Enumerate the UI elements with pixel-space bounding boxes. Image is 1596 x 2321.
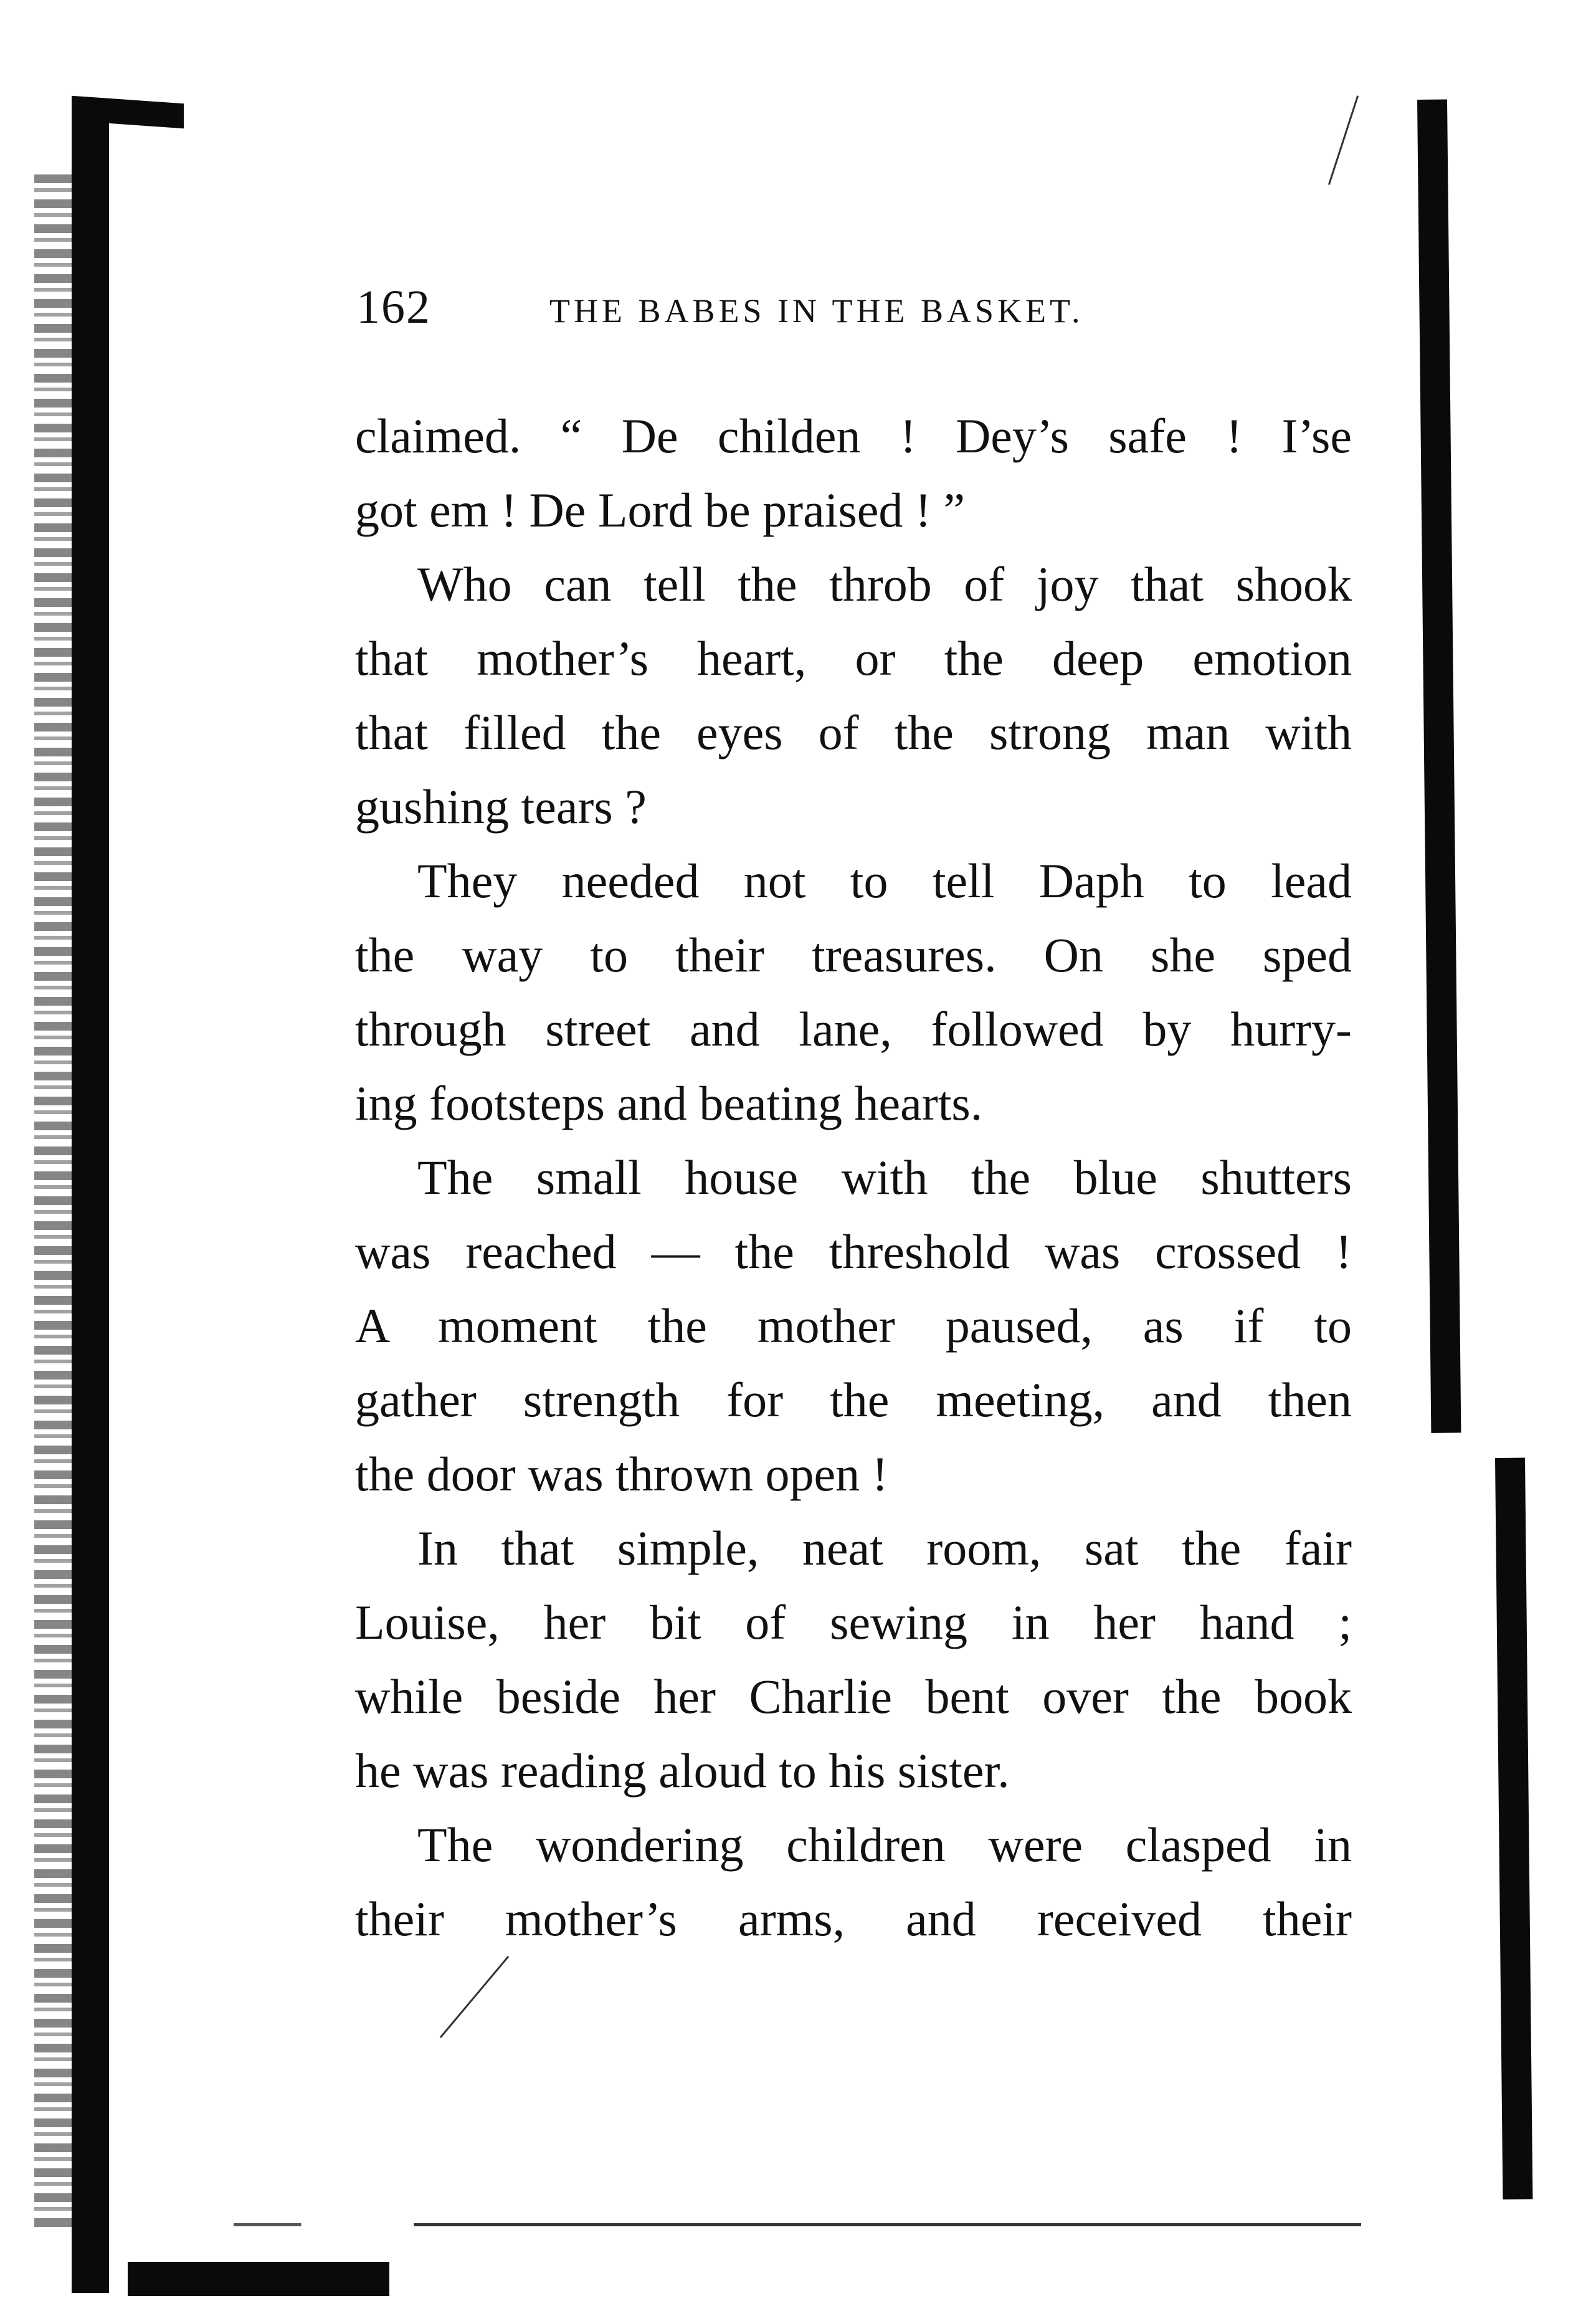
text-line: claimed. “ De childen ! Dey’s safe ! I’se [355, 409, 1352, 463]
scan-border-right-lower [1495, 1457, 1532, 2199]
text-line: was reached — the threshold was crossed ! [355, 1224, 1352, 1279]
running-title: THE BABES IN THE BASKET. [549, 292, 1084, 330]
text-line: got em ! De Lord be praised ! ” [355, 483, 965, 537]
text-line: he was reading aloud to his sister. [355, 1743, 1010, 1798]
paragraph [355, 1140, 1352, 1511]
text-line: gushing tears ? [355, 779, 647, 834]
text-line: through street and lane, followed by hurry- [355, 1002, 1352, 1056]
paragraph [355, 1808, 1352, 1956]
text-line: the door was thrown open ! [355, 1447, 888, 1501]
paragraph [355, 1511, 1352, 1808]
text-line: A moment the mother paused, as if to [355, 1299, 1352, 1353]
scan-border-right-upper [1417, 99, 1461, 1432]
scan-stray-mark [1328, 95, 1359, 185]
text-line: that filled the eyes of the strong man with [355, 705, 1352, 760]
text-line: gather strength for the meeting, and then [355, 1373, 1352, 1427]
text-line: In that simple, neat room, sat the fair [417, 1521, 1352, 1575]
paragraph [355, 399, 1352, 547]
page-number: 162 [356, 281, 431, 333]
text-line: that mother’s heart, or the deep emotion [355, 631, 1352, 685]
paragraph [355, 547, 1352, 844]
scan-stray-mark [440, 1956, 510, 2038]
running-head [349, 280, 1177, 349]
text-line: The small house with the blue shutters [417, 1150, 1352, 1204]
text-line: their mother’s arms, and received their [355, 1892, 1352, 1946]
paragraph [355, 844, 1352, 1140]
text-line: The wondering children were clasped in [417, 1818, 1352, 1872]
text-line: Who can tell the throb of joy that shook [417, 557, 1352, 611]
body-text [355, 399, 1352, 1956]
scan-bottom-rule [234, 2223, 1361, 2226]
text-line: while beside her Charlie bent over the book [355, 1669, 1352, 1723]
text-line: the way to their treasures. On she sped [355, 928, 1352, 982]
scan-border-bottom-left [128, 2262, 389, 2296]
text-line: Louise, her bit of sewing in her hand ; [355, 1595, 1352, 1649]
text-line: They needed not to tell Daph to lead [417, 854, 1352, 908]
scan-border-left [72, 100, 109, 2293]
text-line: ing footsteps and beating hearts. [355, 1076, 983, 1130]
